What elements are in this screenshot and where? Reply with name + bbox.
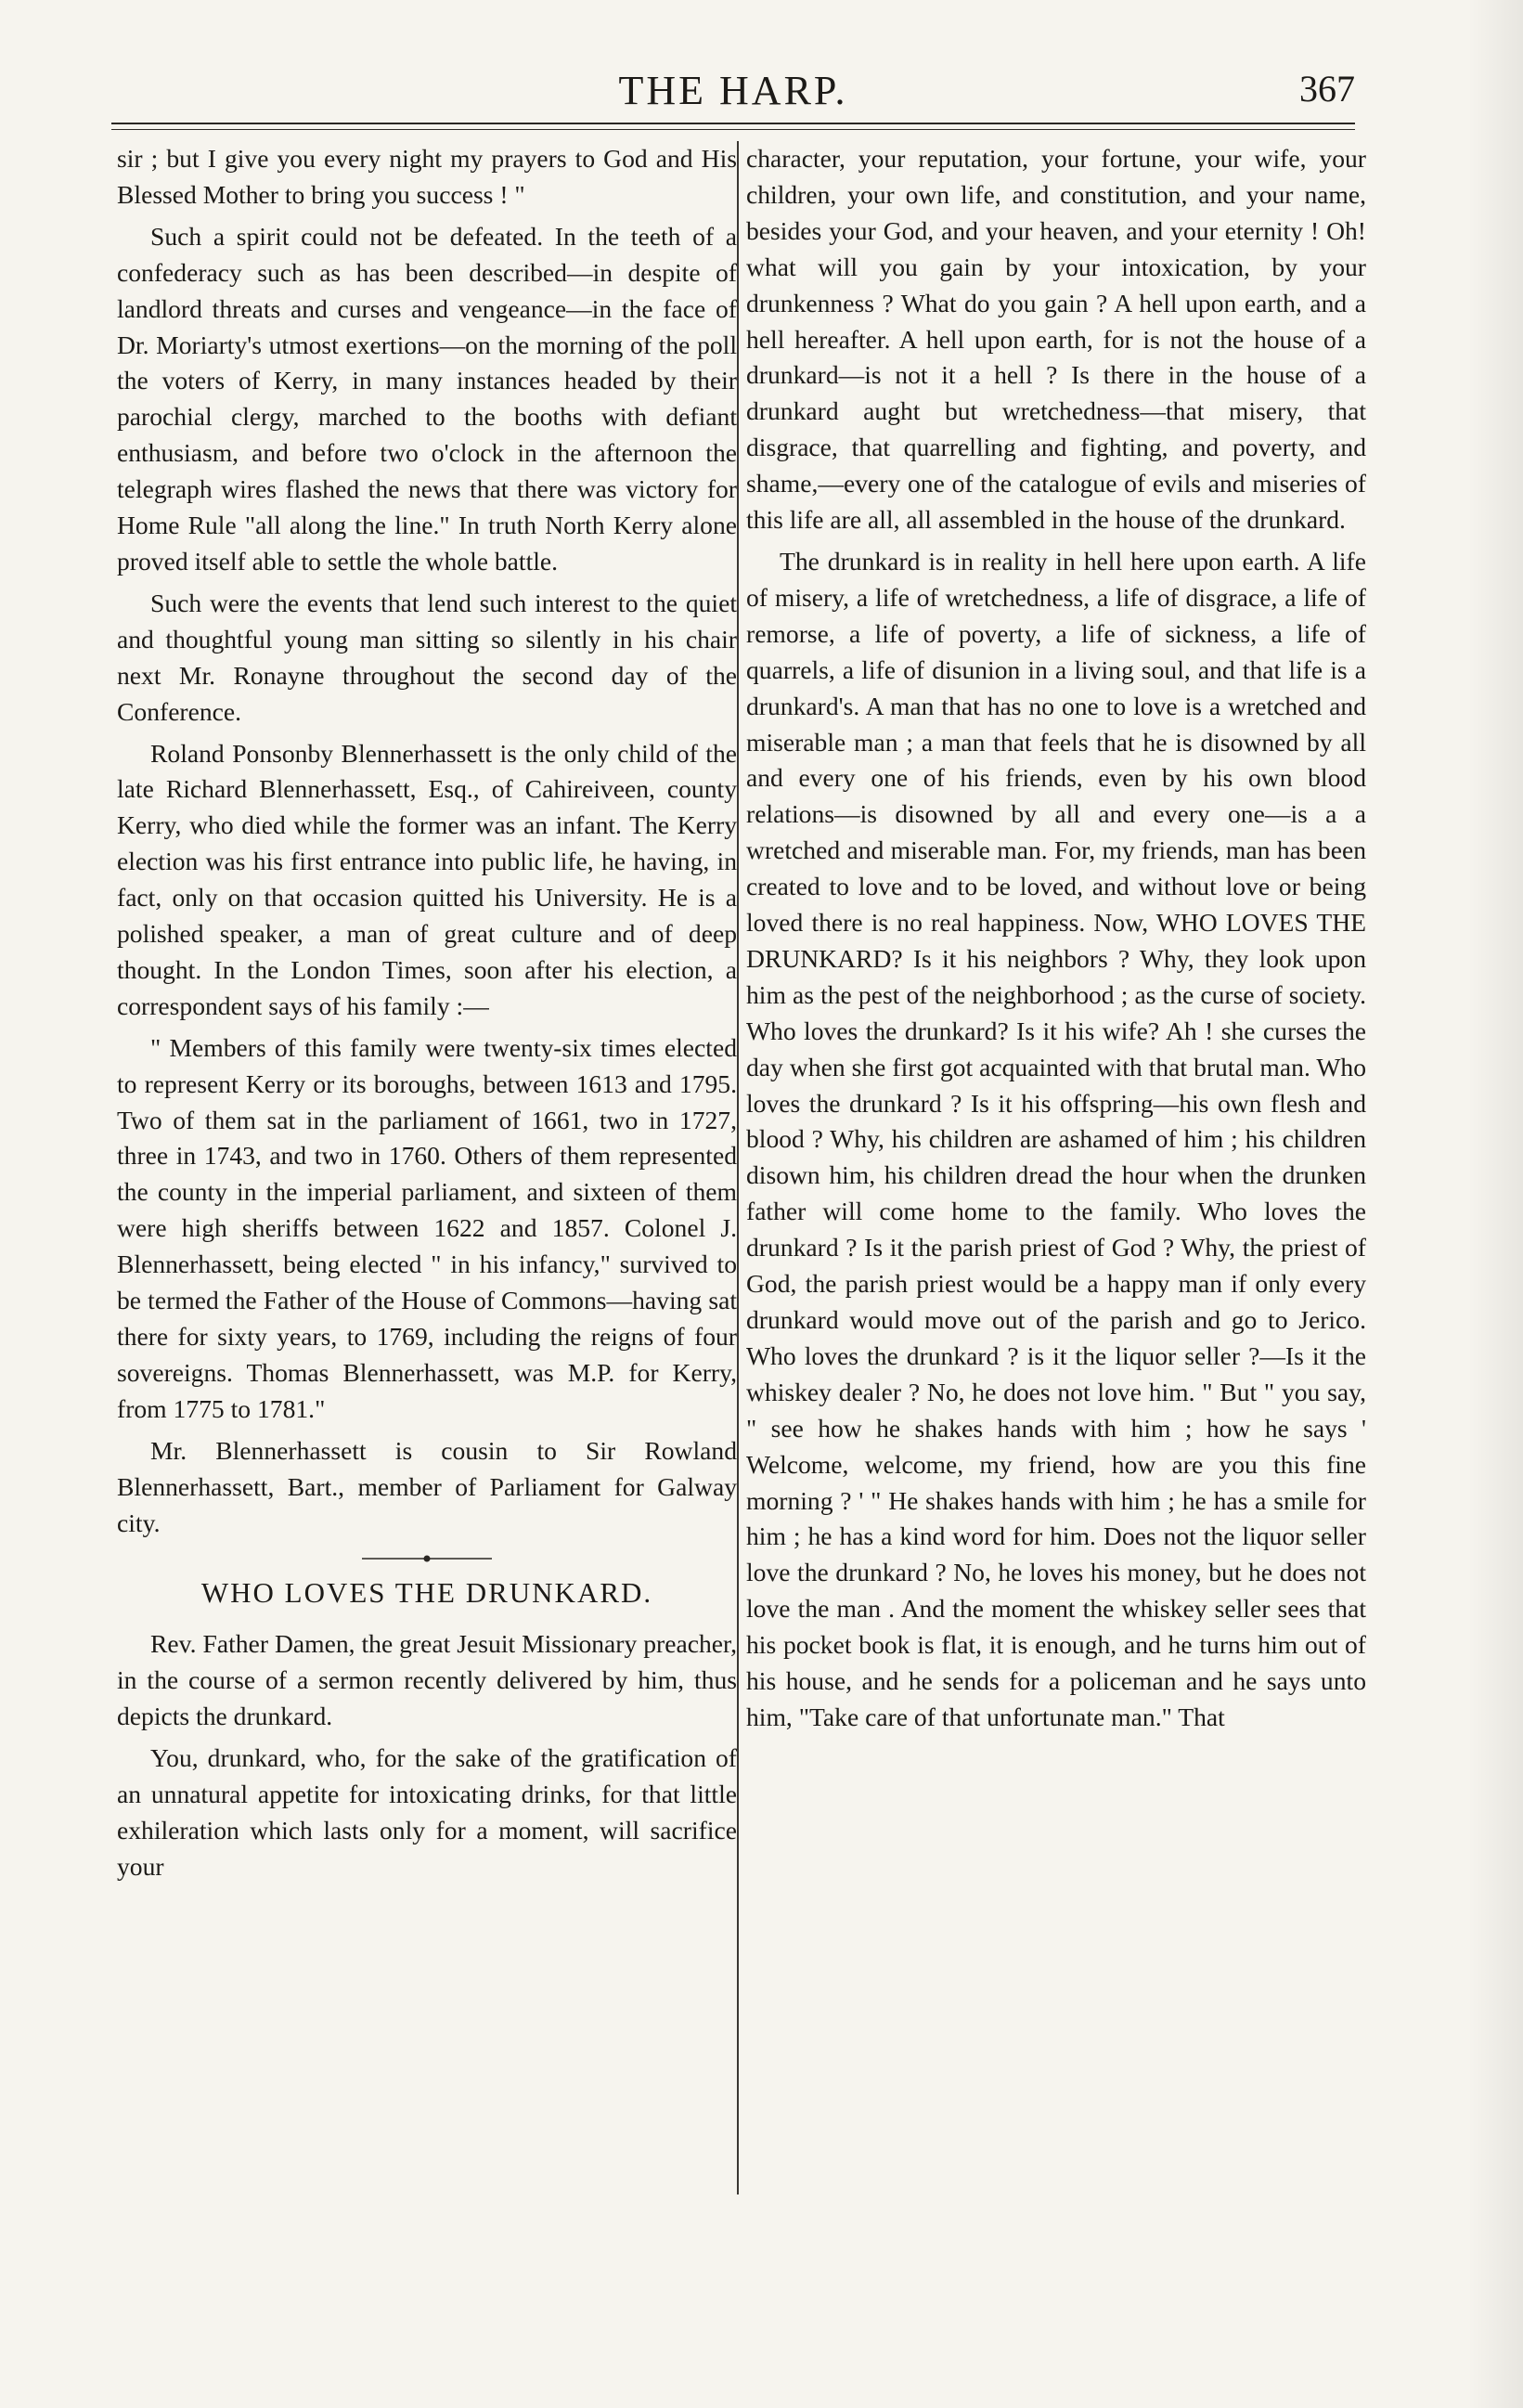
paragraph: You, drunkard, who, for the sake of the gratification of an unnatural appetite for intoxicating drinks, for that little exhileration which lasts only for a moment, will sacrifice your (117, 1743, 737, 1881)
page-number: 367 (1299, 68, 1355, 110)
paragraph: The drunkard is in reality in hell here upon earth. A life of misery, a life of wretchedness, a life of disgrace, a life of remorse, a life of poverty, a life of sickness, a life of quarrels, a life of disunion in a living soul, and that life is a drunkard's. A man that has no one to love is a wretched and miserable man ; a man that feels that he is disowned by all and every one of his friends, even by his own blood relations—is disowned by all and every one—is a a wretched and miserable man. For, my friends, man has been created to love and to be loved, and without love or being loved there is no real happiness. Now, WHO LOVES THE DRUNKARD? Is it his neighbors ? Why, they look upon him as the pest of the neighborhood ; as the curse of society. Who loves the drunkard? Is it his wife? Ah ! she curses the day when she first got acquainted with that brutal man. Who loves the drunkard ? Is it his offspring—his own flesh and blood ? Why, his children are ashamed of him ; his children disown him, his children dread the hour when the drunken father will come home to the family. Who loves the drunkard ? Is it the parish priest of God ? Why, the priest of God, the parish priest would be a happy man if only every drunkard would move out of the parish and go to Jerico. Who loves the drunkard ? is it the liquor seller ?—Is it the whiskey dealer ? No, he does not love him. " But " you say, " see how he shakes hands with him ; how he says ' Welcome, welcome, my friend, how are you this fine morning ? ' " He shakes hands with him ; he has a smile for him ; he has a kind word for him. Does not the liquor seller love the drunkard ? No, he loves his money, but he does not love the man . And the moment the whiskey seller sees that his pocket book is flat, it is enough, and he turns him out of his house, and he sends for a policeman and he says unto him, "Take care of that unfortunate man." That (746, 546, 1366, 1731)
column-divider (737, 141, 739, 2194)
header-rule (111, 123, 1355, 124)
section-divider-ornament (117, 1548, 737, 1567)
left-column (117, 141, 737, 1891)
paragraph: Such a spirit could not be defeated. In the teeth of a confederacy such as has been described—in despite of landlord threats and curses and vengeance—in the face of Dr. Moriarty's utmost exertions—on the morning of the poll the voters of Kerry, in many instances headed by their parochial clergy, marched to the booths with defiant enthusiasm, and before two o'clock in the afternoon the telegraph wires flashed the news that there was victory for Home Rule "all along the line." In truth North Kerry alone proved itself able to settle the whole battle. (117, 221, 737, 576)
page-edge-shadow (1467, 0, 1523, 2408)
page-title: THE HARP. (618, 68, 848, 113)
right-column (746, 141, 1366, 1741)
quoted-paragraph: " Members of this family were twenty-six times elected to represent Kerry or its boroughs, between 1613 and 1795. Two of them sat in the parliament of 1661, two in 1727, three in 1743, and two in 1760. Others of them represented the county in the imperial parliament, and sixteen of them were high sheriffs between 1622 and 1857. Colonel J. Blennerhassett, being elected " in his infancy," survived to be termed the Father of the House of Commons—having sat there for sixty years, to 1769, including the reigns of four sovereigns. Thomas Blennerhassett, was M.P. for Kerry, from 1775 to 1781." (117, 1032, 737, 1423)
paragraph: Rev. Father Damen, the great Jesuit Missionary preacher, in the course of a sermon recently delivered by him, thus depicts the drunkard. (117, 1629, 737, 1731)
section-title: WHO LOVES THE DRUNKARD. (200, 1576, 653, 1610)
paragraph: Mr. Blennerhassett is cousin to Sir Rowland Blennerhassett, Bart., member of Parliament for Galway city. (117, 1435, 737, 1537)
header-rule-thin (111, 129, 1355, 130)
paragraph: Such were the events that lend such interest to the quiet and thoughtful young man sitting so silently in his chair next Mr. Ronayne throughout the second day of the Conference. (117, 588, 737, 726)
paragraph: sir ; but I give you every night my prayers to God and His Blessed Mother to bring you success ! " (117, 144, 737, 209)
paragraph: character, your reputation, your fortune, your wife, your children, your own life, and constitution, and your name, besides your God, and your heaven, and your eternity ! Oh! what will you gain by your intoxication, by your drunkenness ? What do you gain ? A hell upon earth, and a hell hereafter. A hell upon earth, for is not the house of a drunkard—is not it a hell ? Is there in the house of a drunkard aught but wretchedness—that misery, that disgrace, that quarrelling and fighting, and poverty, and shame,—every one of the catalogue of evils and miseries of this life are all, all assembled in the house of the drunkard. (746, 144, 1366, 535)
paragraph: Roland Ponsonby Blennerhassett is the only child of the late Richard Blennerhassett, Esq., of Cahireiveen, county Kerry, who died while the former was an infant. The Kerry election was his first entrance into public life, he having, in fact, only on that occasion quitted his University. He is a polished speaker, a man of great culture and of deep thought. In the London Times, soon after his election, a correspondent says of his family :— (117, 738, 737, 1020)
running-header (111, 67, 1355, 123)
